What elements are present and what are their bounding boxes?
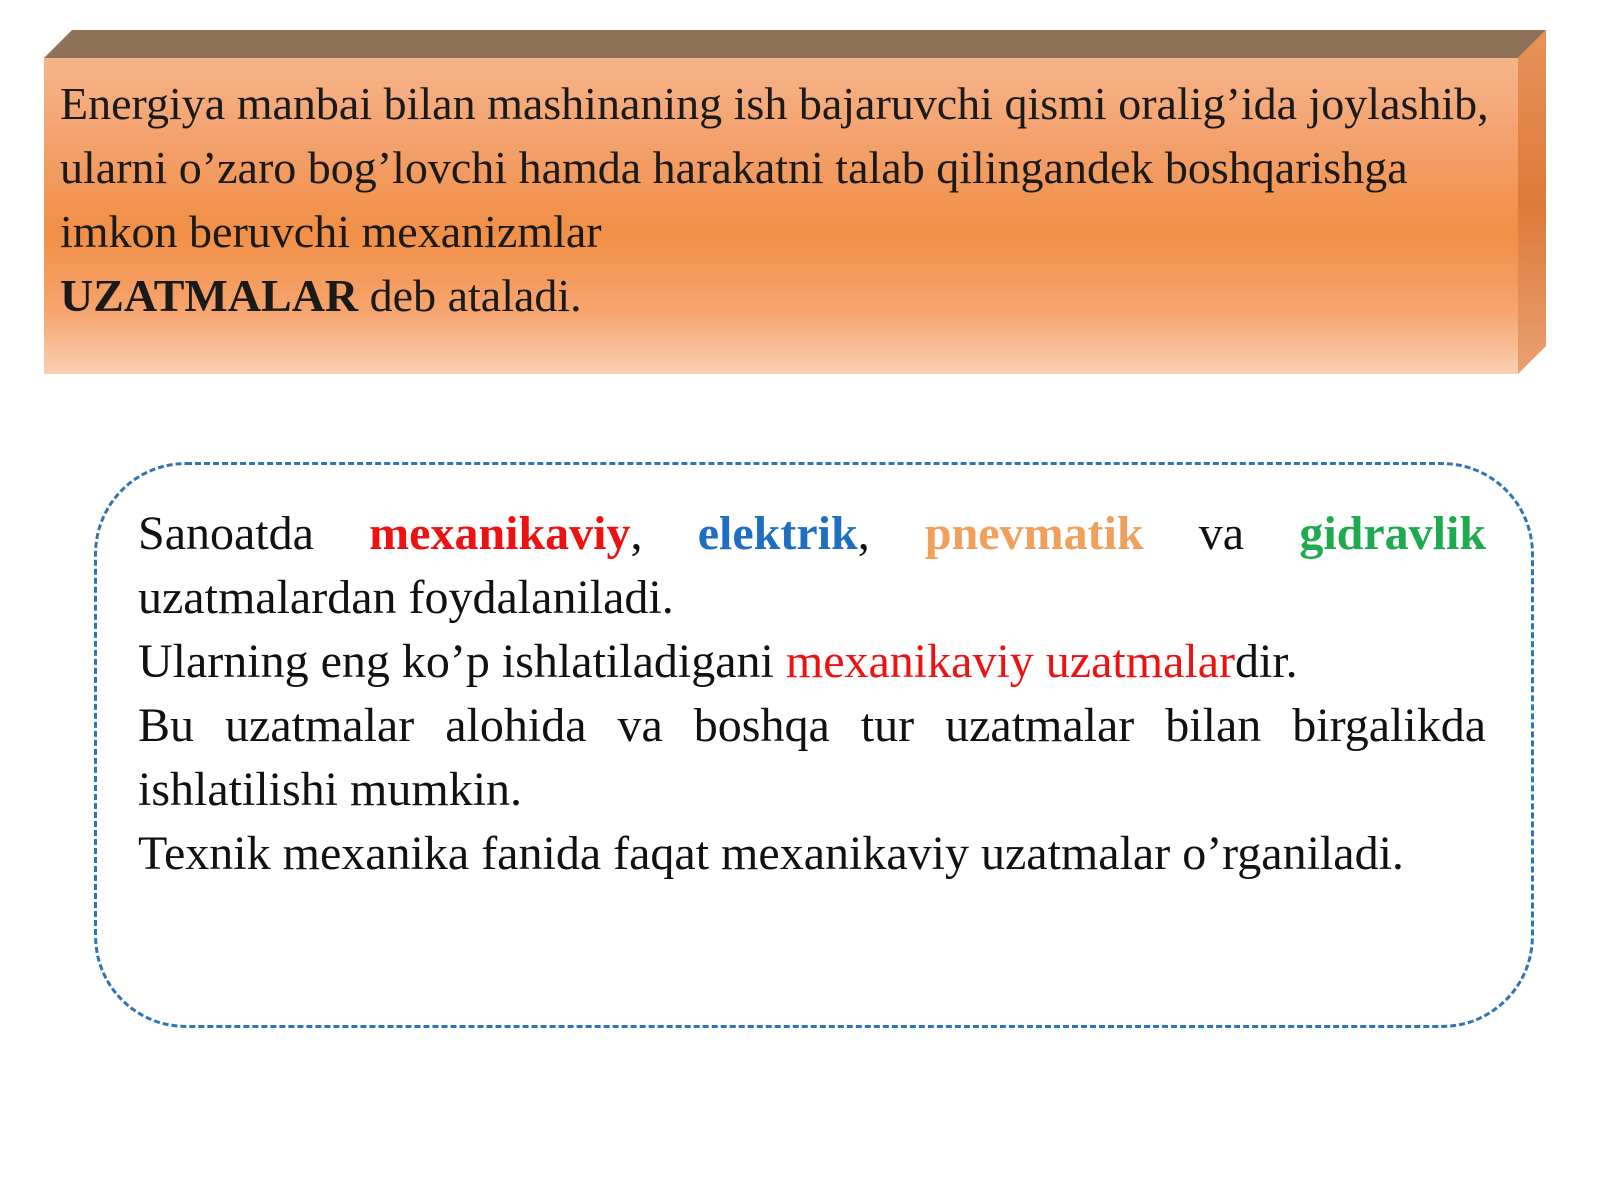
- type-hydraulic: gidravlik: [1299, 507, 1487, 560]
- definition-body: Energiya manbai bilan mashinaning ish bajaruvchi qismi oralig’ida joylashib, ularni o’zaro bog’lovchi hamda harakatni talab qilingandek boshqarishga imkon beruvchi mexanizmlar: [60, 78, 1489, 257]
- info-text: [138, 502, 1486, 886]
- type-pneumatic: pnevmatik: [924, 507, 1144, 560]
- types-tail: uzatmalardan foydalaniladi.: [138, 571, 674, 624]
- types-lead: Sanoatda: [138, 507, 370, 560]
- most-used-highlight: mexanikaviy uzatmalar: [785, 635, 1235, 688]
- type-mechanical: mexanikaviy: [369, 507, 631, 560]
- definition-text: [60, 72, 1502, 328]
- definition-block-front-face: [44, 58, 1518, 374]
- info-paragraph-course: Texnik mexanika fanida faqat mexanikaviy uzatmalar o’rganiladi.: [138, 827, 1404, 880]
- info-paragraph-types: [138, 502, 1486, 630]
- type-electric: elektrik: [697, 507, 858, 560]
- definition-block-side-face: [1518, 30, 1546, 374]
- types-separator: ,: [630, 507, 698, 560]
- definition-term: UZATMALAR: [60, 270, 359, 321]
- most-used-lead: Ularning eng ko’p ishlatiladigani: [138, 635, 786, 688]
- types-conjunction: va: [1143, 507, 1300, 560]
- definition-suffix: deb ataladi.: [358, 270, 582, 321]
- info-paragraph-combined: Bu uzatmalar alohida va boshqa tur uzatmalar bilan birgalikda ishlatilishi mumkin.: [138, 699, 1486, 816]
- most-used-tail: dir.: [1235, 635, 1298, 688]
- definition-block-top-face: [44, 30, 1546, 58]
- info-paragraph-most-used: [138, 630, 1486, 694]
- types-separator: ,: [857, 507, 925, 560]
